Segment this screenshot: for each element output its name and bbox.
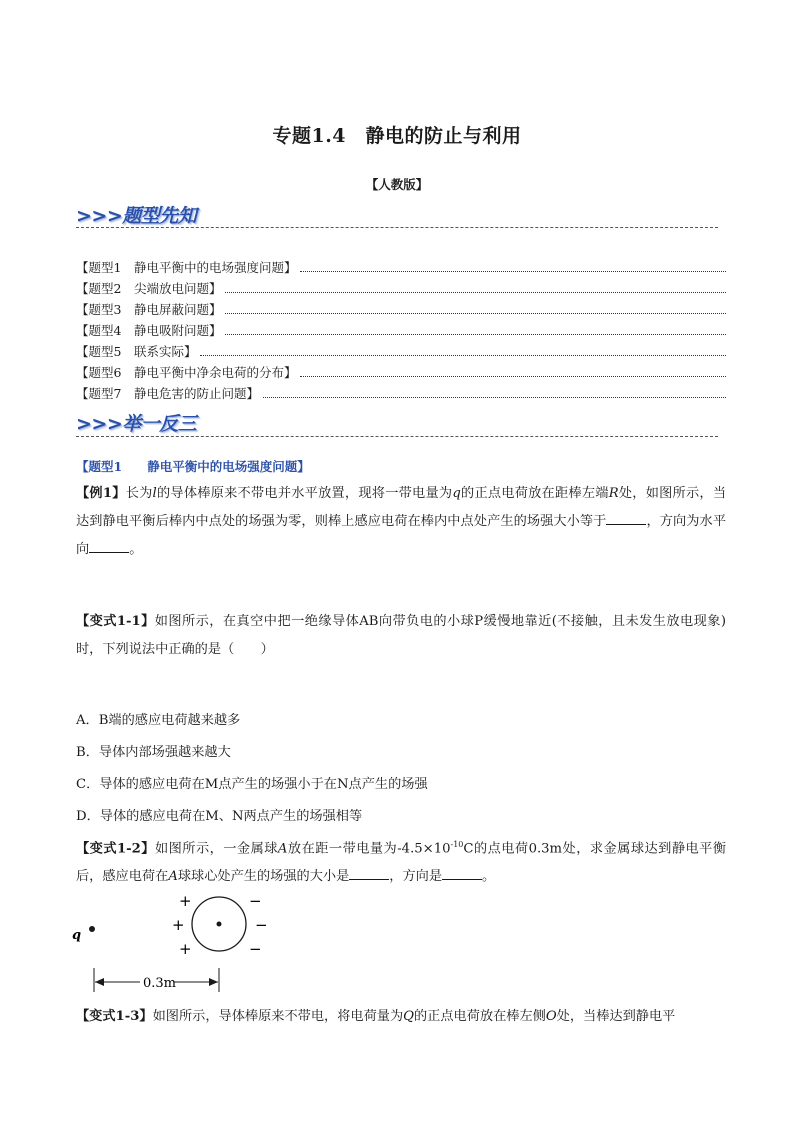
arrowhead-left <box>95 978 104 986</box>
edition-label: 【人教版】 <box>365 177 429 192</box>
minus-sign: − <box>249 892 262 910</box>
example-1: 【例1】长为l的导体棒原来不带电并水平放置，现将一带电量为q的正点电荷放在距棒左端R处，如图所示，当达到静电平衡后棒内中点处的场强为零，则棒上感应电荷在棒内中点处产生的场强大小等于 ，方向为水平向 。 <box>76 486 727 557</box>
toc-item-5[interactable]: 【题型5 联系实际】 <box>76 340 726 360</box>
toc-item-1[interactable]: 【题型1 静电平衡中的电场强度问题】 <box>76 256 726 276</box>
minus-sign: − <box>255 916 268 934</box>
toc-item-7[interactable]: 【题型7 静电危害的防止问题】 <box>76 382 726 402</box>
option-b[interactable]: B．导体内部场强越来越大 <box>76 745 231 760</box>
option-a[interactable]: A．B端的感应电荷越来越多 <box>76 713 241 728</box>
toc-item-2[interactable]: 【题型2 尖端放电问题】 <box>76 277 726 297</box>
banner-practice: >>>举一反三 <box>76 413 197 435</box>
arrowhead-right <box>209 978 218 986</box>
answer-blank[interactable] <box>442 867 482 880</box>
variant-1-2: 【变式1-2】如图所示，一金属球A放在距一带电量为$-4.5\times 10^{-10}C$的点电荷0.3m处，求金属球达到静电平衡后，感应电荷在A球球心处产生的场强的大小是 ，方向是 。 <box>76 840 727 885</box>
toc-item-4[interactable]: 【题型4 静电吸附问题】 <box>76 319 726 339</box>
option-d[interactable]: D．导体的感应电荷在M、N两点产生的场强相等 <box>76 809 363 824</box>
plus-sign: + <box>179 892 192 910</box>
page-title: 专题1.4 静电的防止与利用 <box>272 125 522 147</box>
answer-blank[interactable] <box>89 540 129 553</box>
plus-sign: + <box>179 940 192 958</box>
distance-label: 0.3m <box>143 976 177 991</box>
toc-item-6[interactable]: 【题型6 静电平衡中净余电荷的分布】 <box>76 361 726 381</box>
section-heading-1: 【题型1 静电平衡中的电场强度问题】 <box>76 459 310 474</box>
banner-preview: >>>题型先知 <box>76 205 197 227</box>
charge-q-label: q <box>72 928 82 943</box>
point-charge-dot <box>89 926 95 932</box>
divider <box>76 227 718 228</box>
answer-blank[interactable] <box>606 512 646 525</box>
divider <box>76 436 718 437</box>
option-c[interactable]: C．导体的感应电荷在M点产生的场强小于在N点产生的场强 <box>76 777 428 792</box>
minus-sign: − <box>249 940 262 958</box>
toc-item-3[interactable]: 【题型3 静电屏蔽问题】 <box>76 298 726 318</box>
sphere-figure <box>60 888 300 998</box>
variant-1-3: 【变式1-3】如图所示，导体棒原来不带电，将电荷量为Q的正点电荷放在棒左侧O处，当棒达到静电平 <box>76 1009 676 1024</box>
variant-1-1: 【变式1-1】如图所示，在真空中把一绝缘导体AB向带负电的小球P缓慢地靠近(不接触，且未发生放电现象)时，下列说法中正确的是（ ） <box>76 614 726 657</box>
sphere-center-dot <box>217 922 222 927</box>
plus-sign: + <box>172 916 185 934</box>
answer-blank[interactable] <box>349 867 389 880</box>
